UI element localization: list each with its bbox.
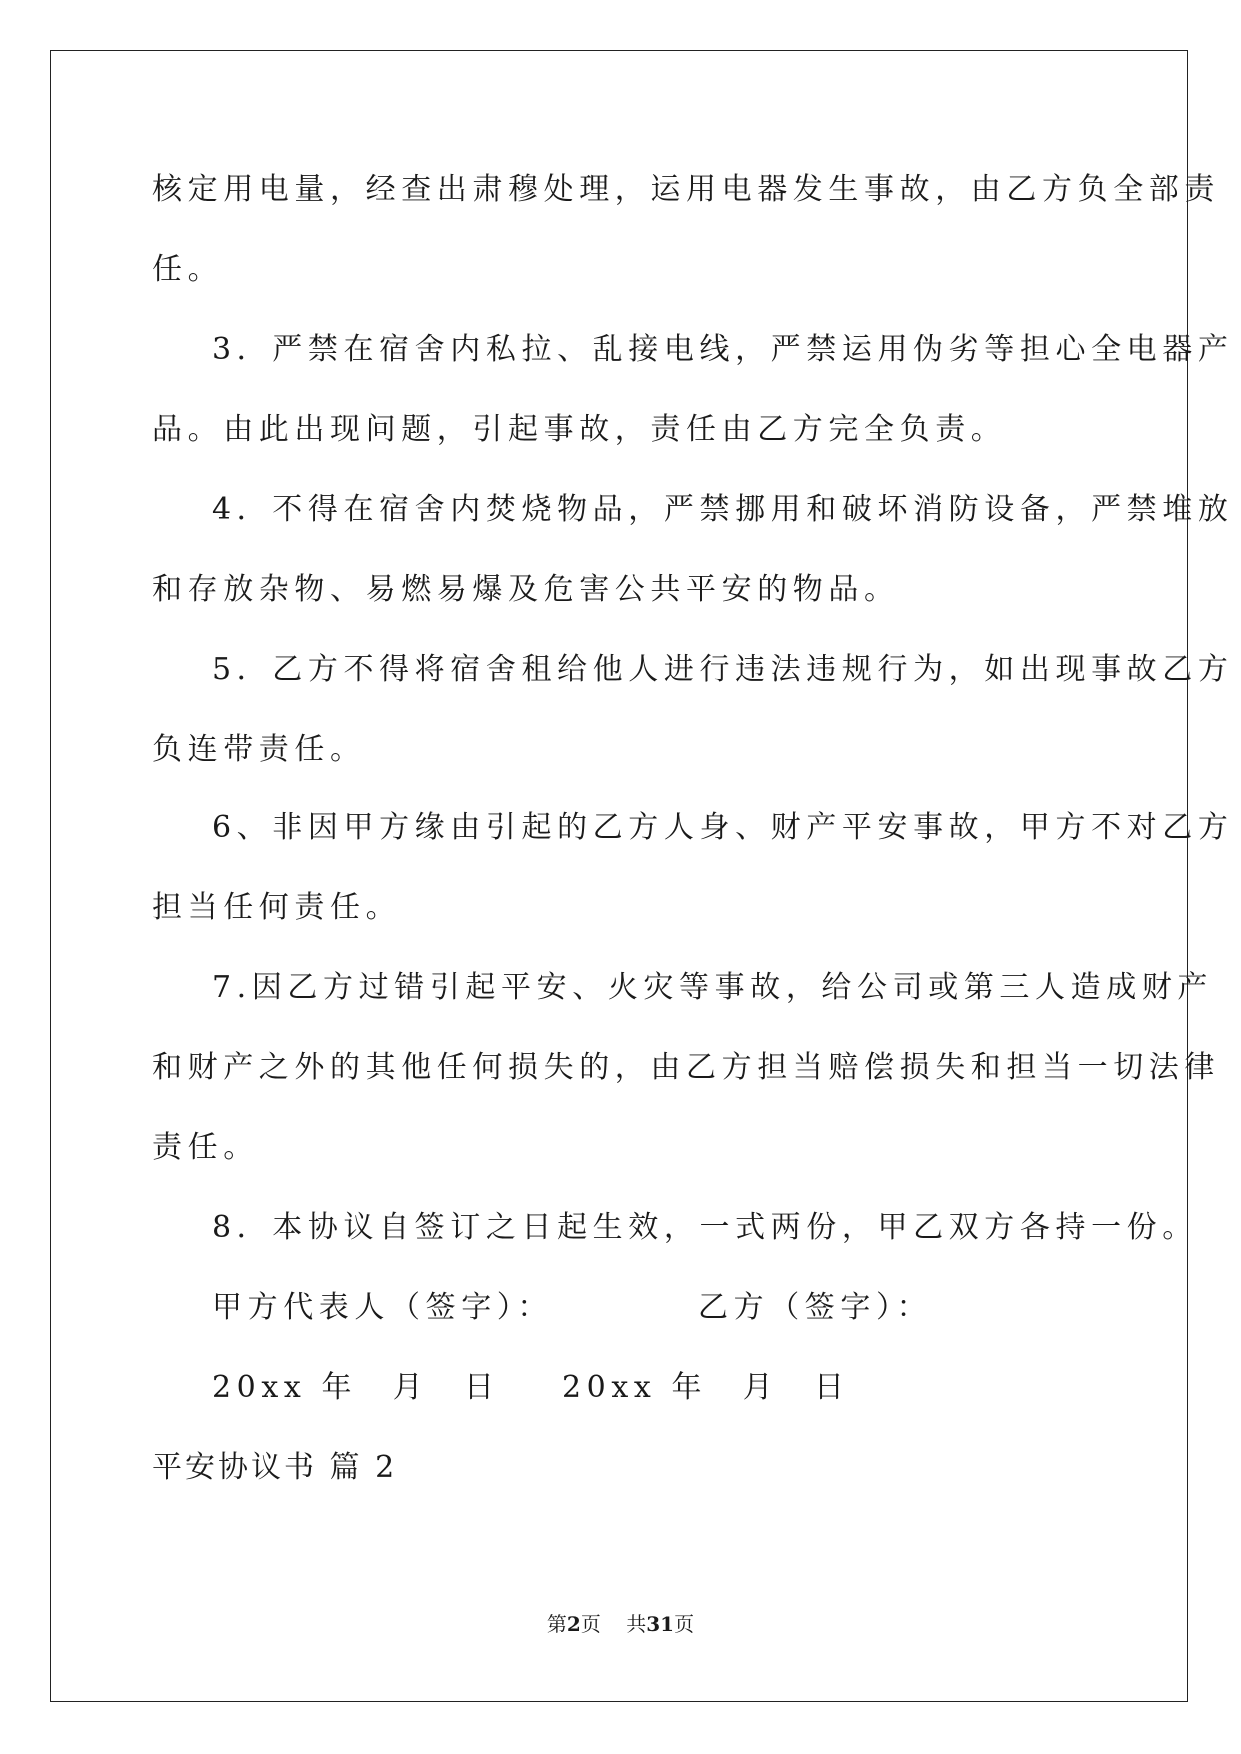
party-b-signature-label: 乙方（签字）： xyxy=(698,1290,933,1325)
party-a-date: 20xx 年 月 日 xyxy=(212,1370,500,1405)
clause-6-line-2: 担当任何责任。 xyxy=(152,890,402,925)
footer-total-pages: 31 xyxy=(646,1612,675,1636)
party-b-date: 20xx 年 月 日 xyxy=(562,1370,850,1405)
section-heading: 平安协议书 篇 2 xyxy=(152,1450,398,1485)
clause-3-line-1: 3．严禁在宿舍内私拉、乱接电线，严禁运用伪劣等担心全电器产 xyxy=(212,332,1234,367)
page-footer xyxy=(0,1610,1241,1638)
body-line-1: 核定用电量，经查出肃穆处理，运用电器发生事故，由乙方负全部责 xyxy=(152,172,1220,207)
clause-6-line-1: 6、非因甲方缘由引起的乙方人身、财产平安事故，甲方不对乙方 xyxy=(212,810,1234,845)
body-line-2: 任。 xyxy=(152,252,224,287)
clause-5-line-1: 5．乙方不得将宿舍租给他人进行违法违规行为，如出现事故乙方 xyxy=(212,652,1234,687)
footer-page-number: 2 xyxy=(566,1612,581,1636)
clause-4-line-2: 和存放杂物、易燃易爆及危害公共平安的物品。 xyxy=(152,572,900,607)
clause-8-line-1: 8．本协议自签订之日起生效，一式两份，甲乙双方各持一份。 xyxy=(212,1210,1198,1245)
party-a-signature-label: 甲方代表人（签字）： xyxy=(212,1290,553,1325)
clause-7-line-3: 责任。 xyxy=(152,1130,259,1165)
footer-page-unit: 页 xyxy=(580,1612,601,1636)
clause-3-line-2: 品。由此出现问题，引起事故，责任由乙方完全负责。 xyxy=(152,412,1007,447)
clause-4-line-1: 4．不得在宿舍内焚烧物品，严禁挪用和破坏消防设备，严禁堆放 xyxy=(212,492,1234,527)
footer-total-unit: 页 xyxy=(674,1612,695,1636)
footer-total-prefix: 共 xyxy=(626,1612,647,1636)
clause-5-line-2: 负连带责任。 xyxy=(152,732,366,767)
footer-prefix: 第 xyxy=(546,1612,567,1636)
clause-7-line-1: 7.因乙方过错引起平安、火灾等事故，给公司或第三人造成财产 xyxy=(212,970,1214,1005)
clause-7-line-2: 和财产之外的其他任何损失的，由乙方担当赔偿损失和担当一切法律 xyxy=(152,1050,1220,1085)
